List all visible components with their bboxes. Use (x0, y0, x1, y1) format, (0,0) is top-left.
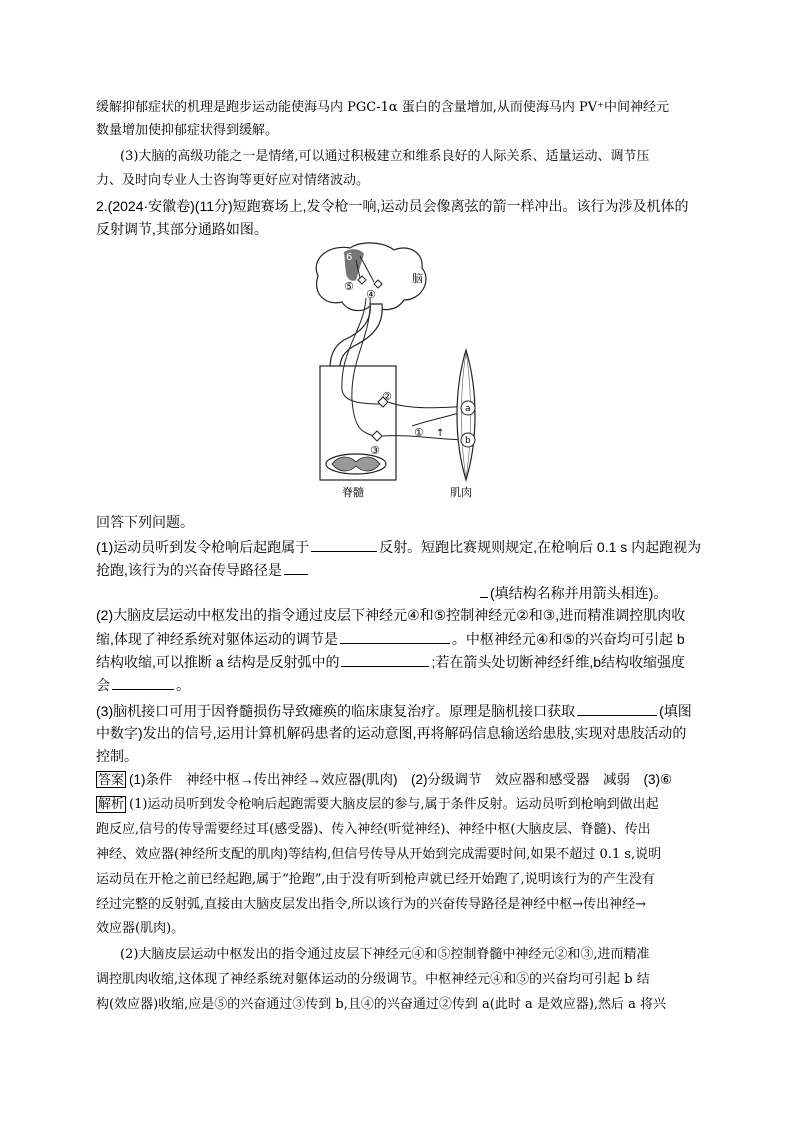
q2-blank-1 (340, 628, 450, 644)
brain-stem (330, 304, 382, 368)
q3-text-b: (填图 (659, 703, 692, 719)
q3-line-1 (96, 700, 692, 721)
answer-text: (1)条件 神经中枢→传出神经→效应器(肌肉) (2)分级调节 效应器和感受器 减弱 (3)⑥ (129, 772, 673, 787)
analysis-line-3: 神经、效应器(神经所支配的肌肉)等结构,但信号传导从开始到完成需要时间,如果不超过 0.1 s,说明 (96, 847, 662, 862)
q3-line-3: 控制。 (96, 748, 138, 764)
label-6: 6 (346, 252, 353, 263)
label-muscle: 肌肉 (450, 486, 472, 499)
q2-text-e: ;若在箭头处切断神经纤维,b结构收缩强度 (431, 654, 686, 670)
q1-line-3 (478, 582, 667, 603)
q2-text-d: 结构收缩,可以推断 a 结构是反射弧中的 (96, 654, 340, 670)
q2-blank-3 (112, 674, 174, 690)
label-spinal-cord: 脊髓 (342, 486, 364, 499)
question-stem-line-2: 反射调节,其部分通路如图。 (96, 221, 268, 237)
q1-text-a: (1)运动员听到发令枪响后起跑属于 (96, 539, 310, 555)
q1-text-c: 抢跑,该行为的兴奋传导路径是 (96, 562, 282, 578)
answer-line (96, 770, 672, 790)
q3-text-a: (3)脑机接口可用于因脊髓损伤导致瘫痪的临床康复治疗。原理是脑机接口获取 (96, 703, 576, 719)
q1-line-1 (96, 536, 701, 557)
analysis-paragraph-2-line-2: 调控肌肉收缩,这体现了神经系统对躯体运动的分级调节。中枢神经元④和⑤的兴奋均可引起 b 结 (96, 972, 650, 987)
analysis-paragraph-2-line-1: (2)大脑皮层运动中枢发出的指令通过皮层下神经元④和⑤控制脊髓中神经元②和③,进而精准 (120, 947, 650, 962)
label-brain: 脑 (412, 272, 423, 285)
q2-blank-2 (341, 651, 429, 667)
label-1: ① (414, 426, 424, 439)
label-a: a (465, 404, 471, 414)
analysis-paragraph-2-line-3: 构(效应器)收缩,应是⑤的兴奋通过③传到 b,且④的兴奋通过②传到 a(此时 a 是效应器),然后 a 将兴 (96, 997, 667, 1012)
label-5: ⑤ (344, 280, 354, 293)
analysis-line-1 (96, 795, 659, 815)
q2-text-g: 。 (176, 677, 190, 693)
q2-text-f: 会 (96, 677, 110, 693)
q2-line-2 (96, 628, 685, 649)
question-prompt: 回答下列问题。 (96, 514, 194, 530)
q1-text-d: (填结构名称并用箭头相连)。 (490, 585, 668, 601)
analysis-line-2: 跑反应,信号的传导需要经过耳(感受器)、传入神经(听觉神经)、神经中枢(大脑皮层、脊髓)、传出 (96, 822, 651, 837)
q3-line-2: 中数字)发出的信号,运用计算机解码患者的运动意图,再将解码信息输送给患肢,实现对患肢活动的 (96, 725, 687, 741)
q2-line-3 (96, 651, 685, 672)
analysis-line-6: 效应器(肌肉)。 (96, 921, 185, 936)
q3-blank-1 (577, 700, 657, 716)
q1-blank-2-tail (480, 582, 488, 598)
intro-line-2: 数量增加使抑郁症状得到缓解。 (96, 123, 279, 138)
q2-line-4 (96, 674, 190, 695)
intro-line-1: 缓解抑郁症状的机理是跑步运动能使海马内 PGC-1α 蛋白的含量增加,从而使海马内 PV⁺中间神经元 (96, 100, 670, 115)
label-2: ② (382, 390, 392, 403)
label-3: ③ (370, 444, 380, 457)
q2-text-b: 缩,体现了神经系统对躯体运动的调节是 (96, 631, 338, 647)
analysis-text-1: (1)运动员听到发令枪响后起跑需要大脑皮层的参与,属于条件反射。运动员听到枪响到做出起 (129, 797, 659, 812)
intro-paragraph-3-line-2: 力、及时向专业人士咨询等更好应对情绪波动。 (96, 173, 370, 188)
label-4: ④ (366, 288, 376, 301)
analysis-line-5: 经过完整的反射弧,直接由大脑皮层发出指令,所以该行为的兴奋传导路径是神经中枢→传出神经→ (96, 897, 647, 912)
q2-text-c: 。中枢神经元④和⑤的兴奋均可引起 b (451, 631, 685, 647)
q1-blank-1 (311, 536, 377, 552)
q1-text-b: 反射。短跑比赛规则规定,在枪响后 0.1 s 内起跑视为 (379, 539, 702, 555)
reflex-pathway-figure (300, 240, 520, 500)
arrow-mark: ↑ (436, 428, 445, 439)
q2-line-1: (2)大脑皮层运动中枢发出的指令通过皮层下神经元④和⑤控制神经元②和③,进而精准调控肌肉收 (96, 607, 686, 623)
label-b: b (465, 436, 471, 446)
analysis-line-4: 运动员在开枪之前已经起跑,属于“抢跑”,由于没有听到枪声就已经开始跑了,说明该行为的产生没有 (96, 872, 655, 887)
answer-tag: 答案 (98, 772, 125, 787)
q1-line-2 (96, 559, 310, 580)
intro-paragraph-3-line-1: (3)大脑的高级功能之一是情绪,可以通过积极建立和维系良好的人际关系、适量运动、调节压 (120, 149, 650, 164)
analysis-tag: 解析 (98, 797, 125, 812)
question-stem-line-1: 2.(2024·安徽卷)(11分)短跑赛场上,发令枪一响,运动员会像离弦的箭一样冲出。该行为涉及机体的 (96, 198, 689, 214)
q1-blank-2 (284, 559, 308, 575)
